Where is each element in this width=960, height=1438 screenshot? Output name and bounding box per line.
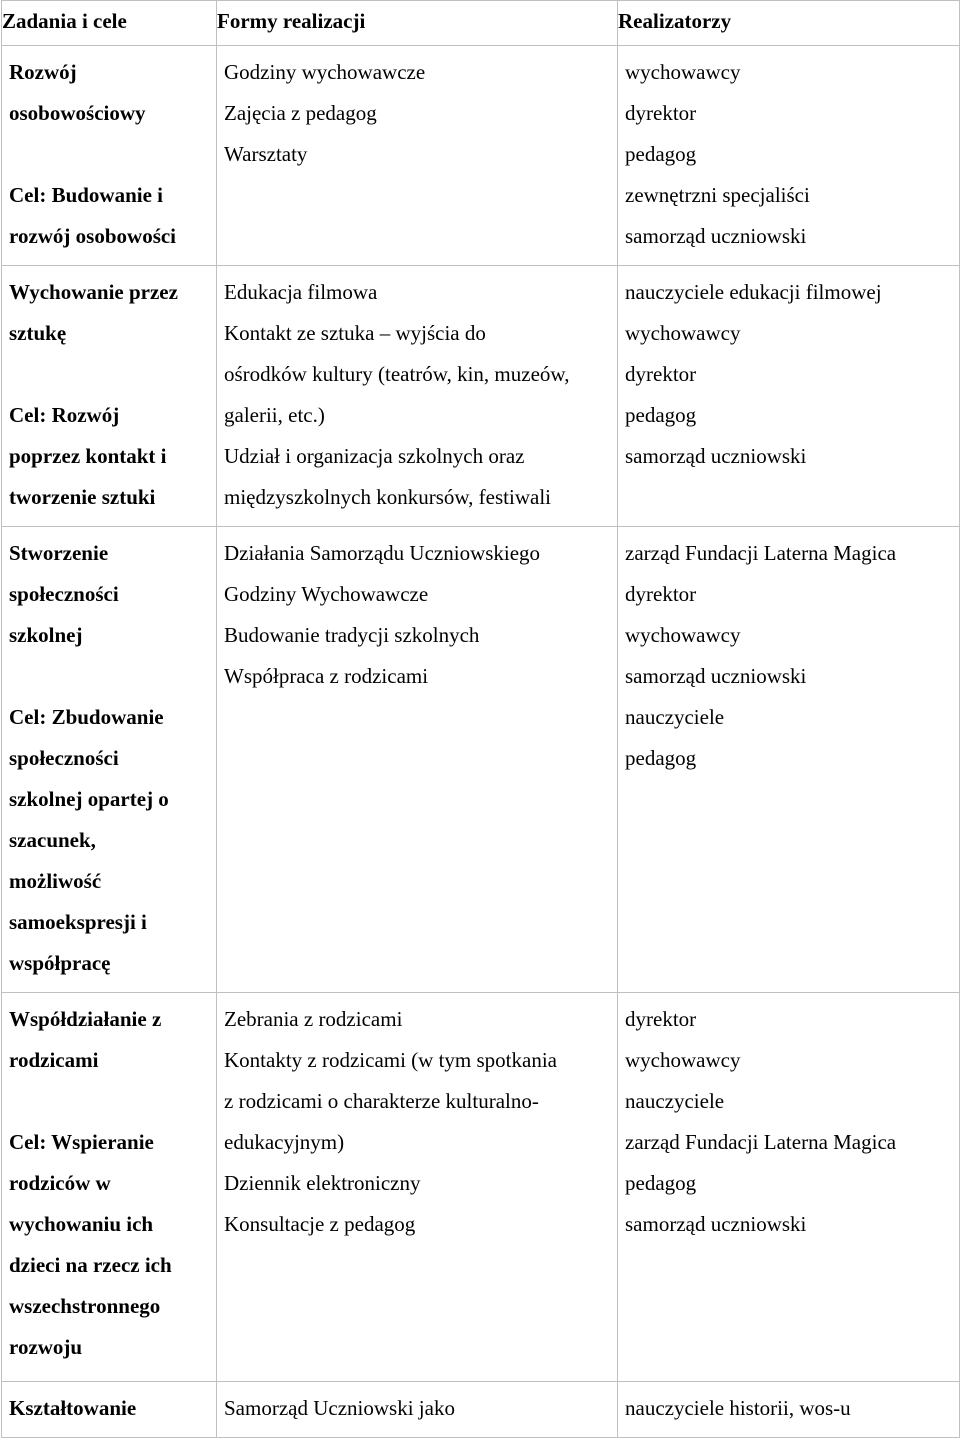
cell-line: rozwój osobowości <box>9 224 177 248</box>
cell-line: Godziny wychowawcze <box>224 60 426 84</box>
people-cell <box>618 1382 960 1438</box>
header-tasks-goals: Zadania i cele <box>2 1 217 46</box>
cell-line: Rozwój <box>9 60 77 84</box>
cell-line: Dziennik elektroniczny <box>224 1171 421 1195</box>
cell-line: Budowanie tradycji szkolnych <box>224 623 480 647</box>
cell-line: pedagog <box>625 142 697 166</box>
table-body <box>2 46 960 1438</box>
cell-line: Współdziałanie z <box>9 1007 162 1031</box>
cell-line: rozwoju <box>9 1335 83 1359</box>
cell-line: społeczności <box>9 746 119 770</box>
cell-line: nauczyciele historii, wos-u <box>625 1396 851 1420</box>
cell-line: samorząd uczniowski <box>625 224 807 248</box>
cell-line: rodzicami <box>9 1048 99 1072</box>
cell-line <box>9 354 209 395</box>
cell-line: zewnętrzni specjaliści <box>625 183 810 207</box>
cell-line: ośrodków kultury (teatrów, kin, muzeów, <box>224 362 570 386</box>
table-row <box>2 46 960 266</box>
cell-line: Kształtowanie <box>9 1396 137 1420</box>
cell-line: dyrektor <box>625 582 697 606</box>
cell-line: galerii, etc.) <box>224 403 325 427</box>
cell-line <box>9 134 209 175</box>
cell-line: szkolnej <box>9 623 83 647</box>
cell-line: sztukę <box>9 321 67 345</box>
cell-line: samoekspresji i <box>9 910 147 934</box>
cell-line: nauczyciele edukacji filmowej <box>625 280 882 304</box>
realization-plan-table <box>1 0 960 1438</box>
cell-line: Zebrania z rodzicami <box>224 1007 403 1031</box>
cell-line: Działania Samorządu Uczniowskiego <box>224 541 541 565</box>
cell-line: Kontakty z rodzicami (w tym spotkania <box>224 1048 557 1072</box>
header-people: Realizatorzy <box>618 1 960 46</box>
cell-line: wychowaniu ich <box>9 1212 154 1236</box>
cell-line: Cel: Rozwój <box>9 403 120 427</box>
task-goal-cell <box>2 993 217 1382</box>
header-forms: Formy realizacji <box>217 1 618 46</box>
task-goal-cell <box>2 1382 217 1438</box>
cell-line: pedagog <box>625 403 697 427</box>
cell-line: Warsztaty <box>224 142 308 166</box>
cell-line: samorząd uczniowski <box>625 664 807 688</box>
cell-line: Cel: Wspieranie <box>9 1130 154 1154</box>
forms-cell <box>217 993 618 1382</box>
cell-line: międzyszkolnych konkursów, festiwali <box>224 485 551 509</box>
cell-line: Edukacja filmowa <box>224 280 378 304</box>
cell-line: Kontakt ze sztuka – wyjścia do <box>224 321 486 345</box>
cell-line: wszechstronnego <box>9 1294 161 1318</box>
task-goal-cell <box>2 46 217 266</box>
forms-cell <box>217 46 618 266</box>
cell-line: zarząd Fundacji Laterna Magica <box>625 541 897 565</box>
cell-line: samorząd uczniowski <box>625 1212 807 1236</box>
cell-line: możliwość <box>9 869 102 893</box>
cell-line: tworzenie sztuki <box>9 485 156 509</box>
cell-line: dyrektor <box>625 1007 697 1031</box>
people-cell <box>618 527 960 993</box>
cell-line: Wychowanie przez <box>9 280 178 304</box>
cell-line: dzieci na rzecz ich <box>9 1253 172 1277</box>
cell-line: wychowawcy <box>625 321 741 345</box>
table-row <box>2 993 960 1382</box>
table-row <box>2 1382 960 1438</box>
cell-line: wychowawcy <box>625 60 741 84</box>
cell-line: zarząd Fundacji Laterna Magica <box>625 1130 897 1154</box>
cell-line: z rodzicami o charakterze kulturalno- <box>224 1089 539 1113</box>
forms-cell <box>217 527 618 993</box>
cell-line: rodziców w <box>9 1171 111 1195</box>
forms-cell <box>217 1382 618 1438</box>
cell-line: osobowościowy <box>9 101 146 125</box>
cell-line: Udział i organizacja szkolnych oraz <box>224 444 525 468</box>
cell-line: nauczyciele <box>625 705 725 729</box>
task-goal-cell <box>2 527 217 993</box>
cell-line: dyrektor <box>625 362 697 386</box>
cell-line: pedagog <box>625 1171 697 1195</box>
cell-line: poprzez kontakt i <box>9 444 167 468</box>
table-header-row <box>2 1 960 46</box>
cell-line: Stworzenie <box>9 541 109 565</box>
cell-line: Konsultacje z pedagog <box>224 1212 416 1236</box>
cell-line: pedagog <box>625 746 697 770</box>
people-cell <box>618 993 960 1382</box>
cell-line: Godziny Wychowawcze <box>224 582 429 606</box>
cell-line: szkolnej opartej o <box>9 787 169 811</box>
cell-line: wychowawcy <box>625 623 741 647</box>
cell-line <box>9 1081 209 1122</box>
cell-line: szacunek, <box>9 828 96 852</box>
people-cell <box>618 266 960 527</box>
cell-line: wychowawcy <box>625 1048 741 1072</box>
table-row <box>2 266 960 527</box>
cell-line: Samorząd Uczniowski jako <box>224 1396 455 1420</box>
people-cell <box>618 46 960 266</box>
cell-line: Współpraca z rodzicami <box>224 664 429 688</box>
cell-line <box>9 656 209 697</box>
task-goal-cell <box>2 266 217 527</box>
cell-line: społeczności <box>9 582 119 606</box>
cell-line: dyrektor <box>625 101 697 125</box>
cell-line: Cel: Budowanie i <box>9 183 164 207</box>
cell-line: współpracę <box>9 951 111 975</box>
cell-line: nauczyciele <box>625 1089 725 1113</box>
cell-line: Cel: Zbudowanie <box>9 705 164 729</box>
table-row <box>2 527 960 993</box>
cell-line: Zajęcia z pedagog <box>224 101 377 125</box>
cell-line: edukacyjnym) <box>224 1130 345 1154</box>
forms-cell <box>217 266 618 527</box>
cell-line: samorząd uczniowski <box>625 444 807 468</box>
